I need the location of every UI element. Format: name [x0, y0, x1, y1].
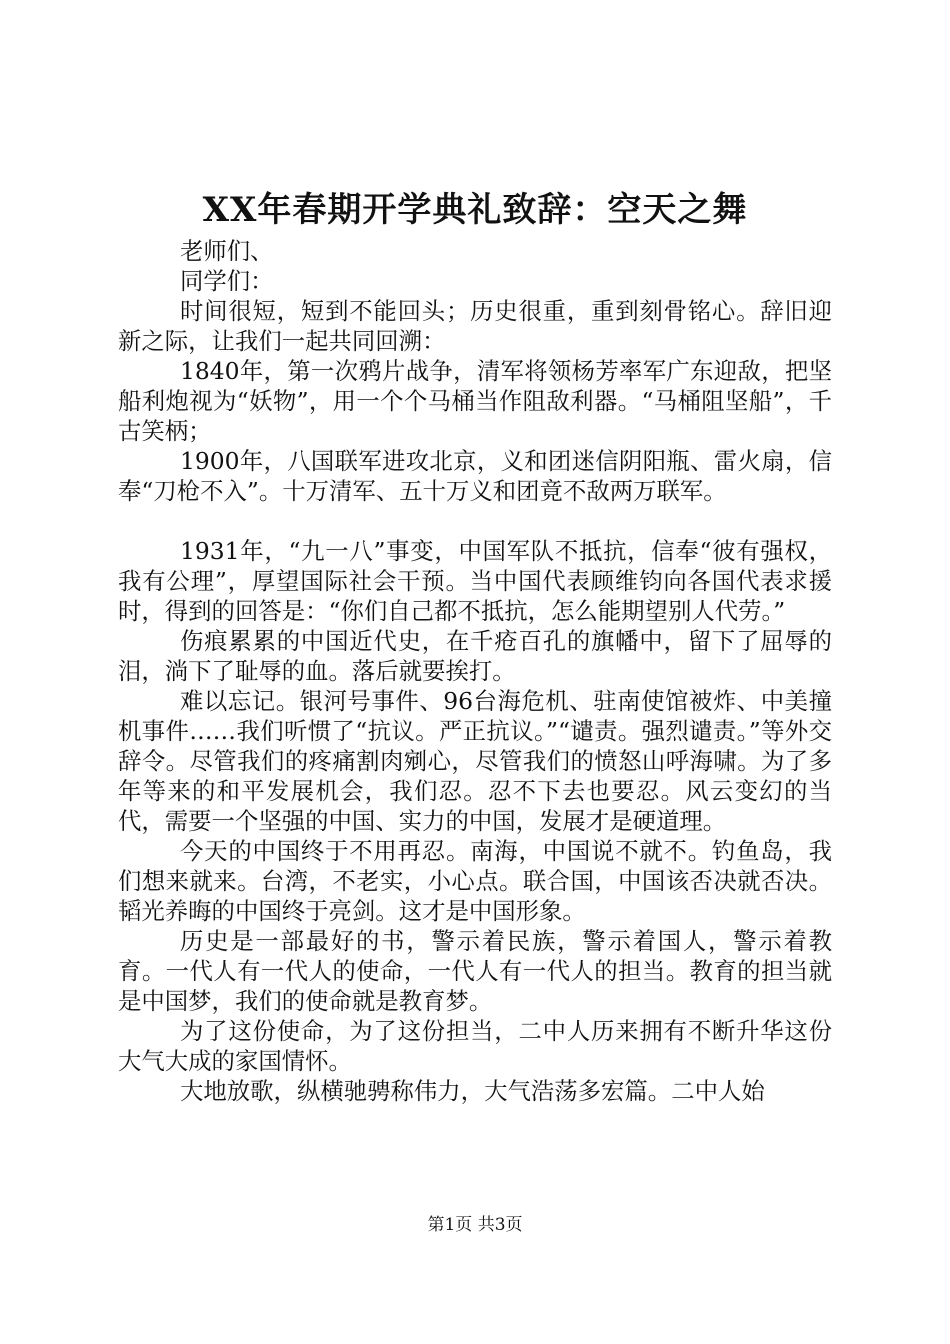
- paragraph-1931: 1931年，“九一八”事变，中国军队不抵抗，信奉“彼有强权，我有公理”，厚望国际社会干预。当中国代表顾维钧向各国代表求援时，得到的回答是：“你们自己都不抵抗，怎么能期望别人代劳。”: [118, 537, 832, 625]
- salutation-students: 同学们：: [180, 267, 274, 295]
- paragraph-earth-song: 大地放歌，纵横驰骋称伟力，大气浩荡多宏篇。二中人始: [180, 1077, 765, 1105]
- paragraph-mission: 为了这份使命，为了这份担当，二中人历来拥有不断升华这份大气大成的家国情怀。: [118, 1017, 832, 1075]
- paragraph-today: 今天的中国终于不用再忍。南海，中国说不就不。钓鱼岛，我们想来就来。台湾，不老实，小心点。联合国，中国该否决就否决。韬光养晦的中国终于亮剑。这才是中国形象。: [118, 837, 832, 925]
- document-title: XX年春期开学典礼致辞：空天之舞: [202, 190, 748, 230]
- paragraph-history-book: 历史是一部最好的书，警示着民族，警示着国人，警示着教育。一代人有一代人的使命，一代人有一代人的担当。教育的担当就是中国梦，我们的使命就是教育梦。: [118, 927, 832, 1015]
- paragraph-1840: 1840年，第一次鸦片战争，清军将领杨芳率军广东迎敌，把坚船利炮视为“妖物”，用一个个马桶当作阻敌利器。“马桶阻坚船”，千古笑柄；: [118, 357, 832, 445]
- salutation-teachers: 老师们、: [180, 237, 274, 265]
- paragraph-remember: 难以忘记。银河号事件、96台海危机、驻南使馆被炸、中美撞机事件……我们听惯了“抗议。严正抗议。”“谴责。强烈谴责。”等外交辞令。尽管我们的疼痛割肉剜心，尽管我们的愤怒山呼海啸。为了多年等来的和平发展机会，我们忍。忍不下去也要忍。风云变幻的当代，需要一个坚强的中国、实力的中国，发展才是硬道理。: [118, 687, 832, 835]
- paragraph-modern-history: 伤痕累累的中国近代史，在千疮百孔的旗幡中，留下了屈辱的泪，淌下了耻辱的血。落后就要挨打。: [118, 627, 832, 685]
- page-footer: 第1页 共3页: [427, 1215, 523, 1235]
- paragraph-intro: 时间很短，短到不能回头；历史很重，重到刻骨铭心。辞旧迎新之际，让我们一起共同回溯：: [118, 297, 832, 355]
- paragraph-1900: 1900年，八国联军进攻北京，义和团迷信阴阳瓶、雷火扇，信奉“刀枪不入”。十万清军、五十万义和团竟不敌两万联军。: [118, 447, 832, 505]
- document-body: [118, 236, 832, 1106]
